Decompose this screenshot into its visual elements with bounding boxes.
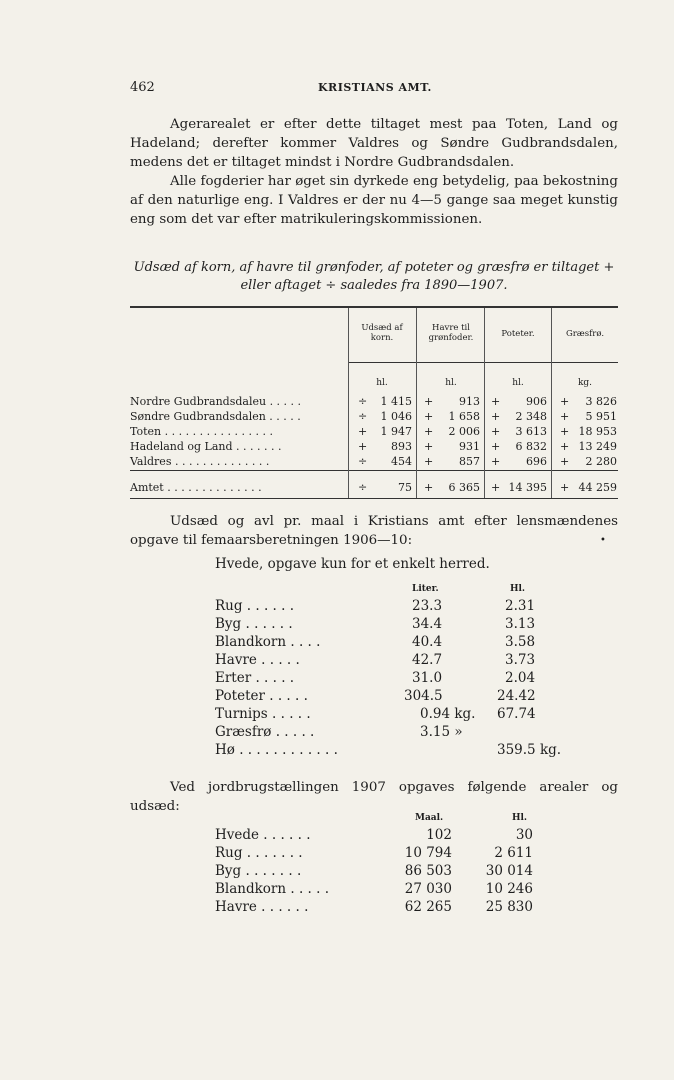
- section2-row-value-a: 3.15 »: [420, 724, 463, 740]
- table1-total-cell: + 14 395: [491, 481, 547, 494]
- section2-row-value-b: 3.58: [505, 634, 536, 650]
- table1-unit-1: hl.: [376, 378, 388, 388]
- table1-cell: + 913: [424, 395, 480, 408]
- table1-cell: + 3 613: [491, 425, 547, 438]
- table1-cell: + 1 947: [358, 425, 412, 438]
- table1-total-label: Amtet . . . . . . . . . . . . . .: [130, 481, 262, 494]
- section3-row-label: Rug . . . . . . .: [215, 845, 303, 861]
- table1-cell: + 2 280: [560, 455, 617, 468]
- table1-cell: ÷ 1 046: [358, 410, 412, 423]
- table1-unit-2: hl.: [445, 378, 457, 388]
- table1-row-label: Hadeland og Land . . . . . . .: [130, 440, 282, 453]
- running-title: KRISTIANS AMT.: [318, 81, 432, 94]
- table1-cell: + 893: [358, 440, 412, 453]
- table1-col-header-havre: Havre til grønfoder.: [428, 323, 474, 343]
- section2-row-value-b: 3.73: [505, 652, 536, 668]
- section3-row-value-b: 25 830: [485, 899, 533, 915]
- section3-row-label: Blandkorn . . . . .: [215, 881, 329, 897]
- section2-row-label: Rug . . . . . .: [215, 598, 294, 614]
- intro-paragraph-2: Alle fogderier har øget sin dyrkede eng betydelig, paa bekostning af den naturlige eng. I Valdres er der nu 4—5 gange saa meget kunstig eng som det var efter matrikuleringskommissionen.: [130, 174, 618, 227]
- table1-cell: + 5 951: [560, 410, 617, 423]
- table1-cell: + 2 006: [424, 425, 480, 438]
- page-number: 462: [130, 80, 155, 95]
- section2-row-label: Byg . . . . . .: [215, 616, 293, 632]
- section3-row-value-a: 102: [426, 827, 452, 843]
- bullet-mark: •: [600, 535, 606, 546]
- section2-intro: Udsæd og avl pr. maal i Kristians amt efter lensmændenes opgave til femaarsberetningen 1906—10:: [130, 514, 618, 548]
- table1-top-rule: [130, 306, 618, 308]
- table1-cell: + 18 953: [560, 425, 617, 438]
- section3-row-label: Byg . . . . . . .: [215, 863, 302, 879]
- table1-total-cell: + 6 365: [424, 481, 480, 494]
- table1-cell: + 931: [424, 440, 480, 453]
- section3-row-value-b: 30 014: [485, 863, 533, 879]
- section2-row-label: Poteter . . . . .: [215, 688, 308, 704]
- table1-row-label: Søndre Gudbrandsdalen . . . . .: [130, 410, 301, 423]
- table1-unit-3: hl.: [512, 378, 524, 388]
- table1-cell: + 6 832: [491, 440, 547, 453]
- section2-row-value-b: 2.04: [505, 670, 536, 686]
- table1-col-header-graesfro: Græsfrø.: [565, 329, 605, 339]
- section2-row-label: Hø . . . . . . . . . . . .: [215, 742, 338, 758]
- section2-row-value-a: 304.5: [404, 688, 443, 704]
- table1-bottom-rule: [130, 498, 618, 499]
- section2-subhead: Hvede, opgave kun for et enkelt herred.: [215, 556, 490, 572]
- section2-row-value-b: 3.13: [505, 616, 536, 632]
- table1-col-divider-2: [416, 308, 417, 498]
- section3-row-value-b: 30: [515, 827, 533, 843]
- table1-caption-line1: Udsæd af korn, af havre til grønfoder, af poteter og græsfrø er tiltaget +: [133, 260, 615, 275]
- table1-col-header-poteter: Poteter.: [501, 329, 535, 339]
- section3-row-value-b: 10 246: [485, 881, 533, 897]
- section3-col-header-maal: Maal.: [415, 813, 444, 823]
- table1-cell: + 906: [491, 395, 547, 408]
- table1-row-label: Toten . . . . . . . . . . . . . . . .: [130, 425, 274, 438]
- table1-unit-4: kg.: [577, 378, 593, 388]
- section2-row-value-b: 24.42: [497, 688, 536, 704]
- table1-row-label: Valdres . . . . . . . . . . . . . .: [130, 455, 270, 468]
- section2-col-header-hl: Hl.: [510, 584, 526, 594]
- section2-row-label: Havre . . . . .: [215, 652, 300, 668]
- section3-row-value-a: 62 265: [404, 899, 452, 915]
- section2-row-label: Erter . . . . .: [215, 670, 295, 686]
- table1-total-cell: + 44 259: [560, 481, 617, 494]
- section3-col-header-hl: Hl.: [512, 813, 528, 823]
- table1-cell: + 696: [491, 455, 547, 468]
- section3-row-label: Havre . . . . . .: [215, 899, 309, 915]
- section2-col-header-liter: Liter.: [412, 584, 439, 594]
- section2-row-label: Græsfrø . . . . .: [215, 724, 315, 740]
- table1-cell: + 3 826: [560, 395, 617, 408]
- section3-intro: Ved jordbrugstællingen 1907 opgaves følgende arealer og udsæd:: [130, 780, 618, 814]
- table1-cell: + 857: [424, 455, 480, 468]
- section2-row-value-a: 34.4: [412, 616, 443, 632]
- table1-cell: + 1 658: [424, 410, 480, 423]
- table1-header-rule: [348, 362, 618, 363]
- intro-paragraph-1: Agerarealet er efter dette tiltaget mest paa Toten, Land og Hadeland; derefter kommer Valdres og Søndre Gudbrandsdalen, medens det er tiltaget mindst i Nordre Gudbrandsdalen.: [130, 117, 618, 170]
- table1-col-header-udsaed: Udsæd af korn.: [361, 323, 403, 343]
- section2-row-value-a: 31.0: [412, 670, 443, 686]
- section3-row-label: Hvede . . . . . .: [215, 827, 311, 843]
- section3-row-value-a: 27 030: [404, 881, 452, 897]
- table1-total-cell: ÷ 75: [358, 481, 412, 494]
- section2-row-label: Turnips . . . . .: [215, 706, 311, 722]
- section2-row-label: Blandkorn . . . .: [215, 634, 321, 650]
- table1-caption-line2: eller aftaget ÷ saaledes fra 1890—1907.: [240, 278, 508, 293]
- section3-row-value-b: 2 611: [494, 845, 533, 861]
- section3-row-value-a: 10 794: [404, 845, 452, 861]
- table1-col-divider-4: [551, 308, 552, 498]
- table1-row-label: Nordre Gudbrandsdaleu . . . . .: [130, 395, 302, 408]
- section2-row-value-b: 359.5 kg.: [497, 742, 562, 758]
- table1-cell: ÷ 1 415: [358, 395, 412, 408]
- table1-cell: ÷ 454: [358, 455, 412, 468]
- section3-row-value-a: 86 503: [404, 863, 452, 879]
- table1-cell: + 13 249: [560, 440, 617, 453]
- table1-col-divider-1: [348, 308, 349, 498]
- table1-cell: + 2 348: [491, 410, 547, 423]
- section2-row-value-b: 67.74: [497, 706, 536, 722]
- section2-row-value-a: 40.4: [412, 634, 443, 650]
- section2-row-value-a: 42.7: [412, 652, 443, 668]
- section2-row-value-a: 23.3: [412, 598, 443, 614]
- section2-row-value-a: 0.94 kg.: [420, 706, 476, 722]
- section2-row-value-b: 2.31: [505, 598, 536, 614]
- table1-col-divider-3: [484, 308, 485, 498]
- table1-total-rule: [130, 470, 618, 471]
